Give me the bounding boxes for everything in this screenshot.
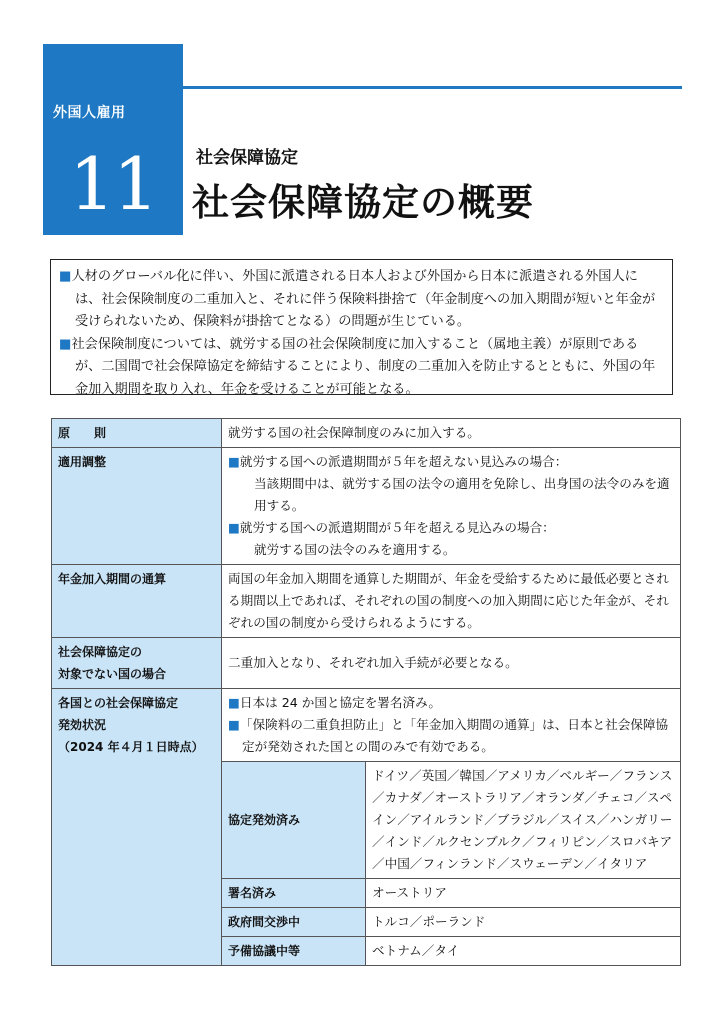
bullet-square-icon: ■ (228, 520, 240, 535)
bullet-square-icon: ■ (228, 717, 240, 732)
table-row (52, 419, 681, 448)
label-line: 各国との社会保障協定 (58, 696, 179, 710)
bullet-line (228, 451, 674, 473)
label-line: （2024 年４月１日時点） (58, 740, 204, 754)
bullet-detail: 当該期間中は、就労する国の法令の適用を免除し、出身国の法令のみを適用する。 (254, 476, 670, 513)
bullet-line (228, 692, 674, 714)
bullet-square-icon: ■ (228, 454, 240, 469)
row-value-principle: 就労する国の社会保障制度のみに加入する。 (222, 419, 681, 448)
status-value: トルコ／ポーランド (366, 908, 681, 937)
row-value-non-agreement: 二重加入となり、それぞれ加入手続が必要となる。 (222, 638, 681, 689)
section-badge (43, 44, 183, 235)
status-label: 協定発効済み (222, 762, 366, 879)
header-rule (183, 86, 682, 89)
bullet-square-icon: ■ (59, 336, 72, 352)
status-label: 政府間交渉中 (222, 908, 366, 937)
bullet-line (228, 714, 674, 758)
row-label-totalization: 年金加入期間の通算 (52, 565, 222, 638)
status-label: 署名済み (222, 879, 366, 908)
summary-paragraph (59, 266, 662, 334)
overview-table (51, 418, 681, 966)
row-label-principle: 原 則 (52, 419, 222, 448)
status-subtable-cell (222, 762, 681, 966)
subtable-row (222, 908, 680, 937)
bullet-text: 「保険料の二重負担防止」と「年金加入期間の通算」は、日本と社会保障協定が発効された国との間のみで有効である。 (239, 717, 669, 754)
summary-paragraph (59, 334, 662, 402)
summary-text: 社会保険制度については、就労する国の社会保険制度に加入すること（属地主義）が原則であるが、二国間で社会保障協定を締結することにより、制度の二重加入を防止するとともに、外国の年金加入期間を取り入れ、年金を受けることが可能となる。 (71, 336, 656, 397)
label-line: 発効状況 (58, 718, 107, 732)
row-value-adjustment (222, 448, 681, 565)
table-row (52, 565, 681, 638)
page-subtitle: 社会保障協定 (196, 148, 298, 168)
summary-box (50, 259, 673, 395)
bullet-text: 就労する国への派遣期間が５年を超えない見込みの場合： (239, 454, 568, 469)
status-value: ベトナム／タイ (372, 943, 460, 958)
row-label-non-agreement (52, 638, 222, 689)
bullet-detail: 就労する国の法令のみを適用する。 (254, 542, 456, 557)
subtable-row (222, 879, 680, 908)
summary-text: 人材のグローバル化に伴い、外国に派遣される日本人および外国から日本に派遣される外国人には、社会保険制度の二重加入と、それに伴う保険料掛捨て（年金制度への加入期間が短いと年金が受けられないため、保険料が掛捨てとなる）の問題が生じている。 (71, 269, 656, 329)
table-row (52, 689, 681, 762)
row-value-status (222, 689, 681, 762)
status-value: ドイツ／英国／韓国／アメリカ／ベルギー／フランス／カナダ／オーストラリア／オランダ／チェコ／スペイン／アイルランド／ブラジル／スイス／ハンガリー／インド／ルクセンブルク／フィリピン／スロバキア／中国／フィンランド／スウェーデン／イタリア (366, 762, 681, 879)
status-subtable (222, 762, 680, 965)
bullet-text: 日本は 24 か国と協定を署名済み。 (239, 695, 442, 710)
row-value-totalization: 両国の年金加入期間を通算した期間が、年金を受給するために最低必要とされる期間以上であれば、それぞれの国の制度への加入期間に応じた年金が、それぞれの国の制度から受けられるようにする。 (222, 565, 681, 638)
bullet-square-icon: ■ (228, 695, 240, 710)
bullet-text: 就労する国への派遣期間が５年を超える見込みの場合： (239, 520, 555, 535)
section-number: 11 (69, 142, 157, 226)
table-row (52, 448, 681, 565)
status-label: 予備協議中等 (222, 937, 366, 966)
category-label: 外国人雇用 (53, 105, 126, 121)
status-value: オーストリア (366, 879, 681, 908)
row-label-status (52, 689, 222, 966)
subtable-row (222, 762, 680, 879)
bullet-square-icon: ■ (59, 269, 72, 284)
page-title: 社会保障協定の概要 (192, 181, 534, 224)
table-row (52, 638, 681, 689)
label-line: 社会保障協定の (58, 645, 143, 659)
row-label-adjustment: 適用調整 (52, 448, 222, 565)
subtable-row (222, 937, 680, 966)
bullet-line (228, 517, 674, 539)
label-line: 対象でない国の場合 (58, 667, 167, 681)
